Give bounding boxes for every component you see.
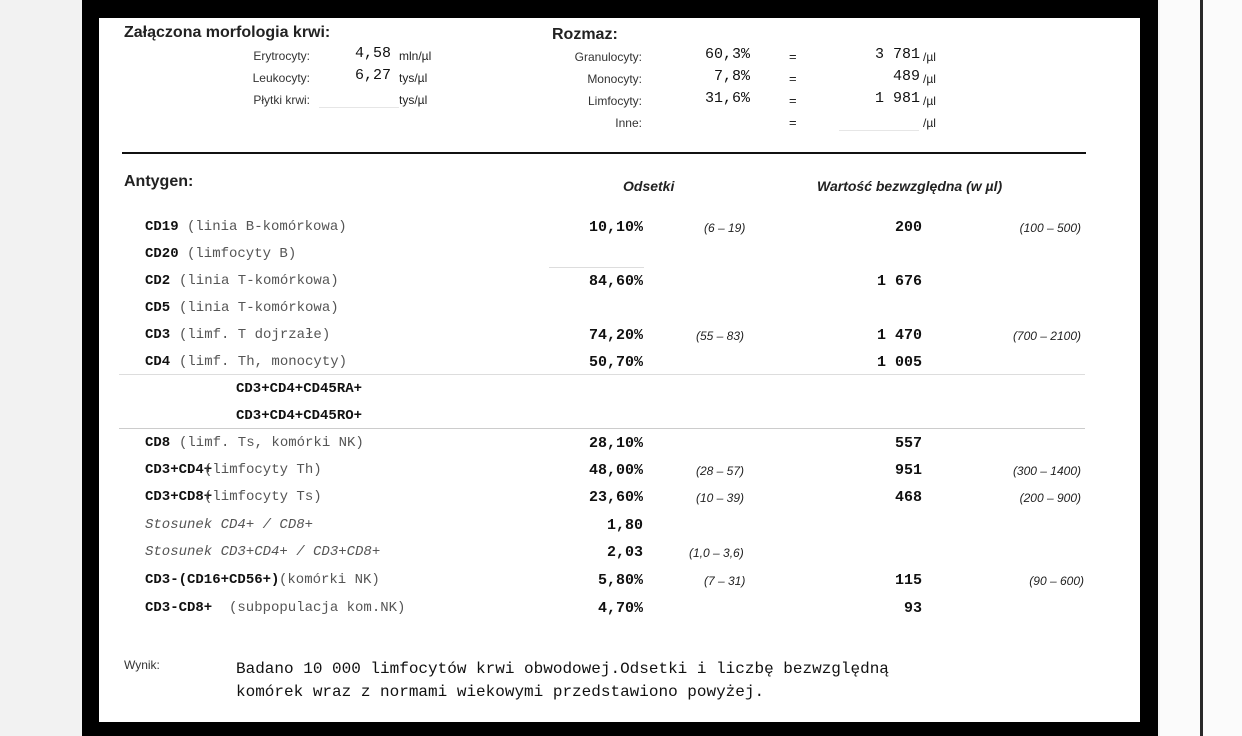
row-separator [119, 428, 1085, 429]
antigen-description: (limf. Th, monocyty) [179, 354, 348, 370]
result-line-2: komórek wraz z normami wiekowymi przedstawiono powyżej. [236, 683, 765, 701]
antigen-code: CD3+CD8+ [145, 489, 213, 505]
absolute-header: Wartość bezwzględna (w µl) [817, 178, 1003, 194]
result-label: Wynik: [124, 658, 160, 672]
ratio-label: Stosunek CD3+CD4+ / CD3+CD8+ [145, 544, 381, 560]
rozmaz-absolute: 1 981 [874, 90, 920, 107]
antigen-code: CD3+CD4+ [145, 462, 213, 478]
morph-value: 6,27 [355, 67, 392, 84]
antigen-code: CD8 [145, 435, 171, 451]
section-divider [122, 152, 1086, 154]
blank-underline [319, 107, 399, 108]
antigen-code: CD5 [145, 300, 171, 316]
ratio-label: Stosunek CD4+ / CD8+ [145, 517, 314, 533]
antigen-absolute: 1 676 [876, 273, 922, 290]
antigen-code: CD3 [145, 327, 171, 343]
antigen-description: (linia T-komórkowa) [179, 300, 339, 316]
antigen-percent: 10,10% [588, 219, 643, 236]
percent-reference: (55 – 83) [696, 329, 745, 343]
antigen-percent: 48,00% [588, 462, 643, 479]
percent-header: Odsetki [623, 178, 675, 194]
percent-reference: (6 – 19) [704, 221, 746, 235]
antigen-percent: 50,70% [588, 354, 643, 371]
rozmaz-label: Limfocyty: [587, 94, 642, 108]
morphology-title: Załączona morfologia krwi: [124, 24, 331, 41]
result-line-1: Badano 10 000 limfocytów krwi obwodowej.Odsetki i liczbę bezwzględną [236, 660, 889, 678]
antigen-absolute: 557 [894, 435, 922, 452]
antigen-absolute: 1 005 [876, 354, 922, 371]
equals-sign: = [789, 93, 797, 108]
rozmaz-absolute: 489 [892, 68, 920, 85]
antigen-description: (limfocyty B) [187, 246, 297, 262]
percent-reference: (7 – 31) [704, 574, 746, 588]
absolute-reference: (90 – 600) [1029, 574, 1084, 588]
antigen-code: CD3-CD8+ [145, 600, 213, 616]
rozmaz-unit: /µl [923, 94, 936, 108]
antigen-absolute: 200 [894, 219, 922, 236]
rozmaz-label: Inne: [615, 116, 642, 130]
rozmaz-label: Monocyty: [587, 72, 642, 86]
antigen-absolute: 1 470 [876, 327, 922, 344]
antigen-absolute: 93 [903, 600, 922, 617]
morph-unit: tys/µl [399, 71, 428, 85]
antigen-description: (subpopulacja kom.NK) [229, 600, 406, 616]
percent-reference: (28 – 57) [696, 464, 745, 478]
antigen-percent: 28,10% [588, 435, 643, 452]
rozmaz-absolute: 3 781 [874, 46, 920, 63]
antigen-percent: 23,60% [588, 489, 643, 506]
percent-reference: (1,0 – 3,6) [689, 546, 744, 560]
morph-unit: mln/µl [399, 49, 432, 63]
antigen-absolute: 115 [894, 572, 922, 589]
equals-sign: = [789, 115, 797, 130]
rozmaz-unit: /µl [923, 50, 936, 64]
antigen-code: CD4 [145, 354, 171, 370]
rozmaz-unit: /µl [923, 72, 936, 86]
rozmaz-unit: /µl [923, 116, 936, 130]
absolute-reference: (100 – 500) [1019, 221, 1081, 235]
rozmaz-label: Granulocyty: [574, 50, 642, 64]
row-separator [119, 374, 1085, 375]
antigen-code: CD20 [145, 246, 179, 262]
page-edge-line [1200, 0, 1203, 736]
antigen-description: (komórki NK) [279, 572, 380, 588]
absolute-reference: (300 – 1400) [1012, 464, 1081, 478]
antigen-code: CD3+CD4+CD45RA+ [236, 381, 363, 397]
blank-underline [839, 130, 919, 131]
blank-underline [549, 267, 644, 268]
ratio-value: 1,80 [606, 517, 643, 534]
rozmaz-percent: 7,8% [713, 68, 750, 85]
rozmaz-percent: 60,3% [704, 46, 750, 63]
antigen-percent: 5,80% [597, 572, 643, 589]
antigen-description: (linia B-komórkowa) [187, 219, 347, 235]
antigen-code: CD19 [145, 219, 179, 235]
antigen-code: CD2 [145, 273, 171, 289]
rozmaz-percent: 31,6% [704, 90, 750, 107]
antigen-code: CD3-(CD16+CD56+) [145, 572, 280, 588]
absolute-reference: (700 – 2100) [1012, 329, 1081, 343]
equals-sign: = [789, 71, 797, 86]
antigen-description: (linia T-komórkowa) [179, 273, 339, 289]
antigen-header: Antygen: [124, 173, 194, 190]
antigen-percent: 4,70% [597, 600, 643, 617]
morph-label: Erytrocyty: [253, 49, 310, 63]
antigen-description: (limf. Ts, komórki NK) [179, 435, 364, 451]
antigen-percent: 84,60% [588, 273, 643, 290]
antigen-description: (limfocyty Th) [204, 462, 322, 478]
rozmaz-title: Rozmaz: [552, 26, 618, 43]
morph-value: 4,58 [355, 45, 392, 62]
antigen-percent: 74,20% [588, 327, 643, 344]
antigen-description: (limf. T dojrzałe) [179, 327, 331, 343]
document-page [99, 18, 1140, 722]
antigen-code: CD3+CD4+CD45RO+ [236, 408, 363, 424]
morph-unit: tys/µl [399, 93, 428, 107]
absolute-reference: (200 – 900) [1019, 491, 1081, 505]
background-page-strip [1160, 0, 1242, 736]
antigen-absolute: 951 [894, 462, 922, 479]
morph-label: Płytki krwi: [253, 93, 310, 107]
ratio-value: 2,03 [606, 544, 643, 561]
antigen-absolute: 468 [894, 489, 922, 506]
morph-label: Leukocyty: [252, 71, 310, 85]
percent-reference: (10 – 39) [696, 491, 745, 505]
equals-sign: = [789, 49, 797, 64]
antigen-description: (limfocyty Ts) [204, 489, 322, 505]
